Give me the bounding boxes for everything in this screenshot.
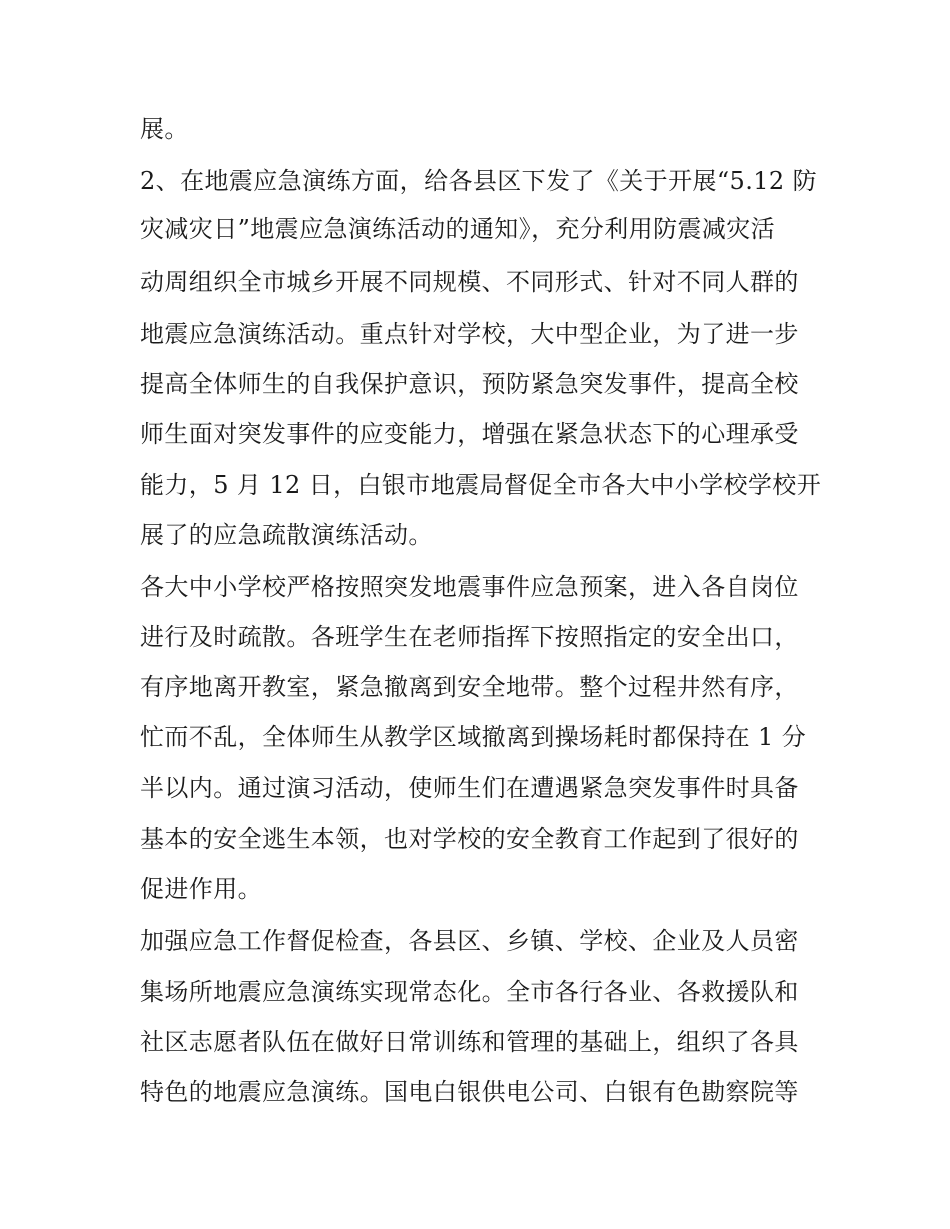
- text-line: 提高全体师生的自我保护意识，预防紧急突发事件，提高全校: [140, 370, 799, 398]
- text-line: 基本的安全逃生本领，也对学校的安全教育工作起到了很好的: [140, 825, 799, 853]
- text-line: 特色的地震应急演练。国电白银供电公司、白银有色勘察院等: [140, 1078, 799, 1106]
- text-line: 师生面对突发事件的应变能力，增强在紧急状态下的心理承受: [140, 420, 799, 448]
- text-line: 半以内。通过演习活动，使师生们在遭遇紧急突发事件时具备: [140, 774, 799, 802]
- text-line: 有序地离开教室，紧急撤离到安全地带。整个过程井然有序，: [140, 673, 799, 701]
- text-line: 进行及时疏散。各班学生在老师指挥下按照指定的安全出口，: [140, 623, 799, 651]
- text-line: 动周组织全市城乡开展不同规模、不同形式、针对不同人群的: [140, 268, 799, 296]
- text-line: 社区志愿者队伍在做好日常训练和管理的基础上，组织了各具: [140, 1028, 799, 1056]
- text-line: 能力，5 月 12 日，白银市地震局督促全市各大中小学校学校开: [140, 471, 822, 499]
- text-line: 展了的应急疏散演练活动。: [140, 521, 433, 549]
- text-line: 集场所地震应急演练实现常态化。全市各行各业、各救援队和: [140, 978, 799, 1006]
- text-line: 展。: [140, 115, 189, 143]
- text-line: 各大中小学校严格按照突发地震事件应急预案，进入各自岗位: [140, 573, 799, 601]
- text-line: 促进作用。: [140, 875, 262, 903]
- text-line: 地震应急演练活动。重点针对学校，大中型企业，为了进一步: [140, 320, 799, 348]
- text-line: 灾减灾日”地震应急演练活动的通知》，充分利用防震减灾活: [140, 215, 776, 243]
- text-line: 加强应急工作督促检查，各县区、乡镇、学校、企业及人员密: [140, 927, 799, 955]
- text-line: 忙而不乱，全体师生从教学区域撤离到操场耗时都保持在 1 分: [140, 723, 807, 751]
- text-line: 2、在地震应急演练方面，给各县区下发了《关于开展“5.12 防: [140, 167, 818, 195]
